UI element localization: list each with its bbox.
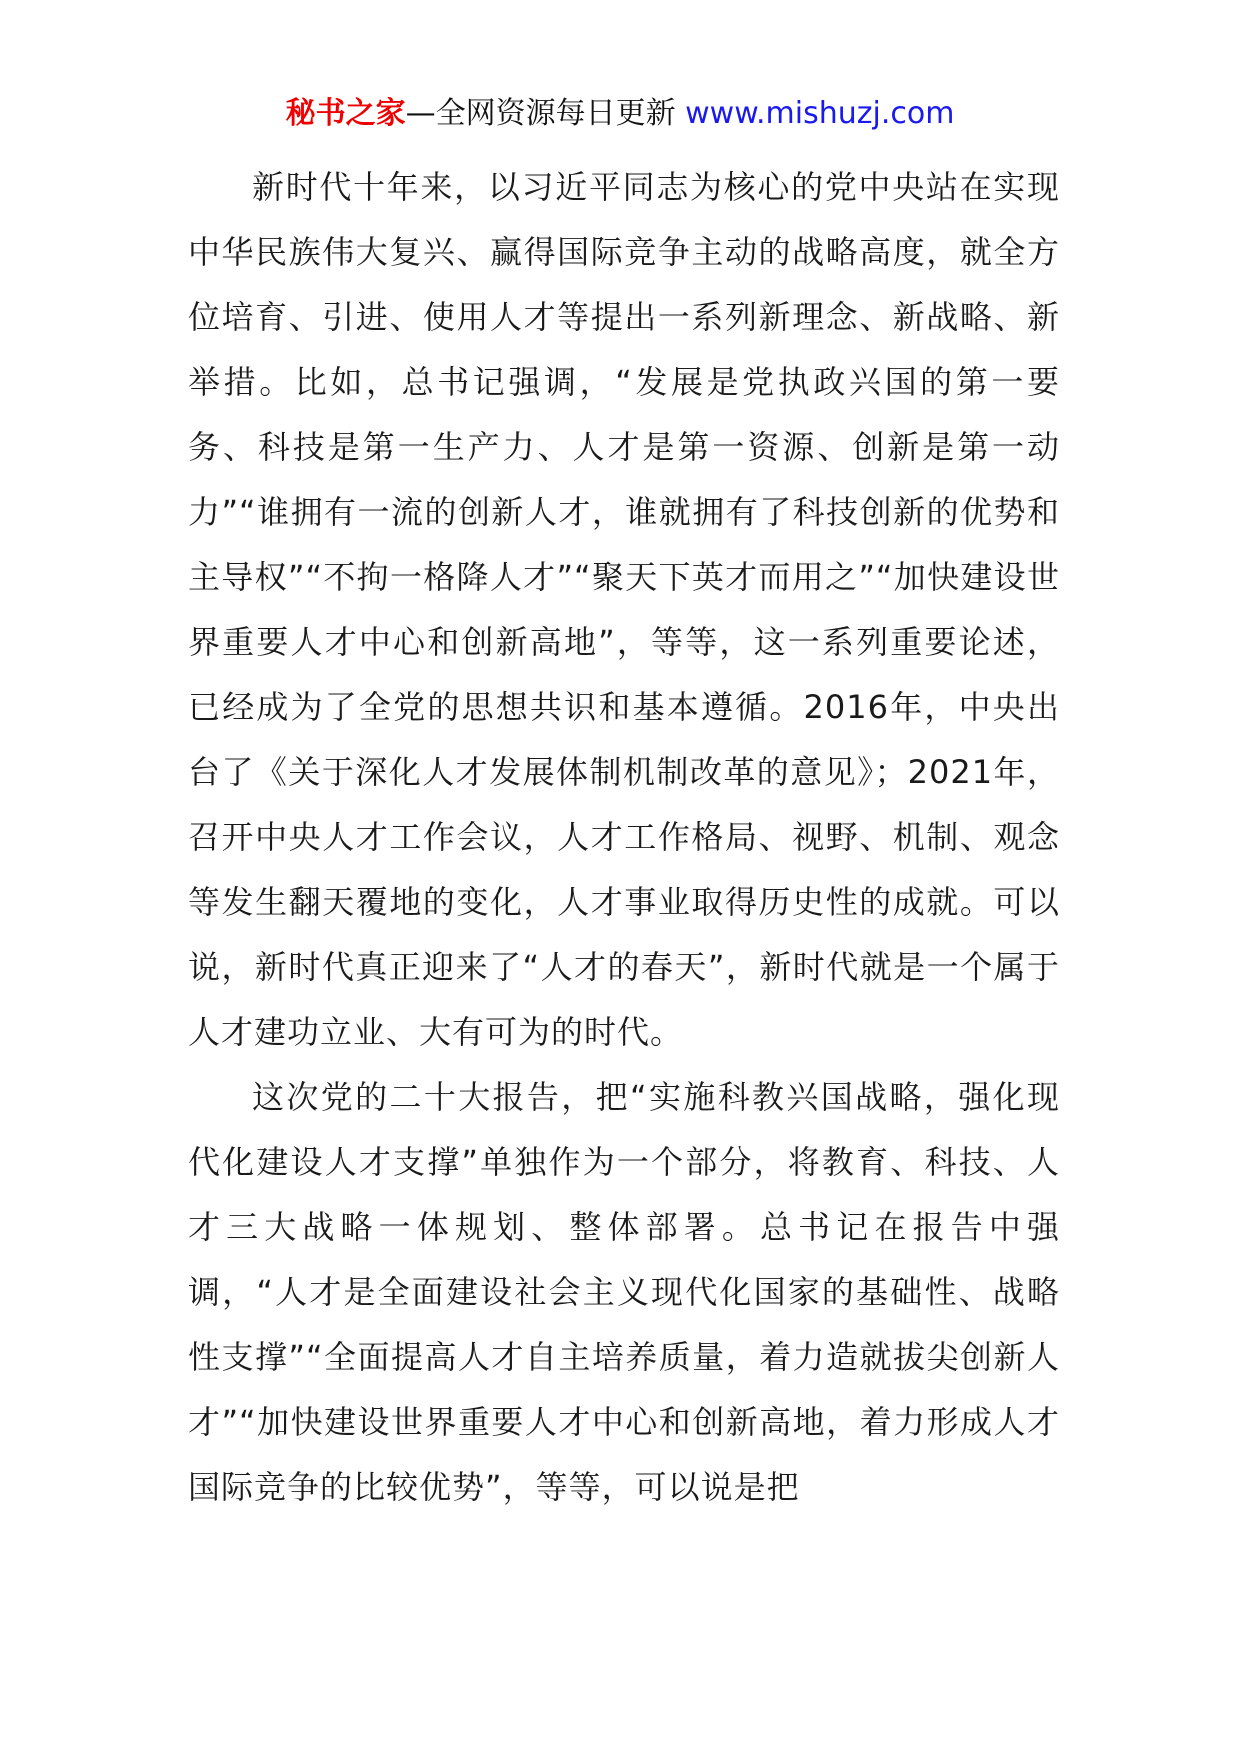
site-url-link[interactable]: www.mishuzj.com [685,96,955,131]
site-header [0,94,1240,134]
document-body [188,155,1060,1520]
paragraph-2: 这次党的二十大报告，把“实施科教兴国战略，强化现代化建设人才支撑”单独作为一个部分，将教育、科技、人才三大战略一体规划、整体部署。总书记在报告中强调，“人才是全面建设社会主义现代化国家的基础性、战略性支撑”“全面提高人才自主培养质量，着力造就拔尖创新人才”“加快建设世界重要人才中心和创新高地，着力形成人才国际竞争的比较优势”，等等，可以说是把 [188,1078,1060,1506]
paragraph-1: 新时代十年来，以习近平同志为核心的党中央站在实现中华民族伟大复兴、赢得国际竞争主动的战略高度，就全方位培育、引进、使用人才等提出一系列新理念、新战略、新举措。比如，总书记强调，“发展是党执政兴国的第一要务、科技是第一生产力、人才是第一资源、创新是第一动力”“谁拥有一流的创新人才，谁就拥有了科技创新的优势和主导权”“不拘一格降人才”“聚天下英才而用之”“加快建设世界重要人才中心和创新高地”，等等，这一系列重要论述，已经成为了全党的思想共识和基本遵循。2016年，中央出台了《关于深化人才发展体制机制改革的意见》；2021年，召开中央人才工作会议，人才工作格局、视野、机制、观念等发生翻天覆地的变化，人才事业取得历史性的成就。可以说，新时代真正迎来了“人才的春天”，新时代就是一个属于人才建功立业、大有可为的时代。 [188,168,1060,1051]
site-brand: 秘书之家 [285,96,406,131]
site-tagline: —全网资源每日更新 [405,96,676,131]
